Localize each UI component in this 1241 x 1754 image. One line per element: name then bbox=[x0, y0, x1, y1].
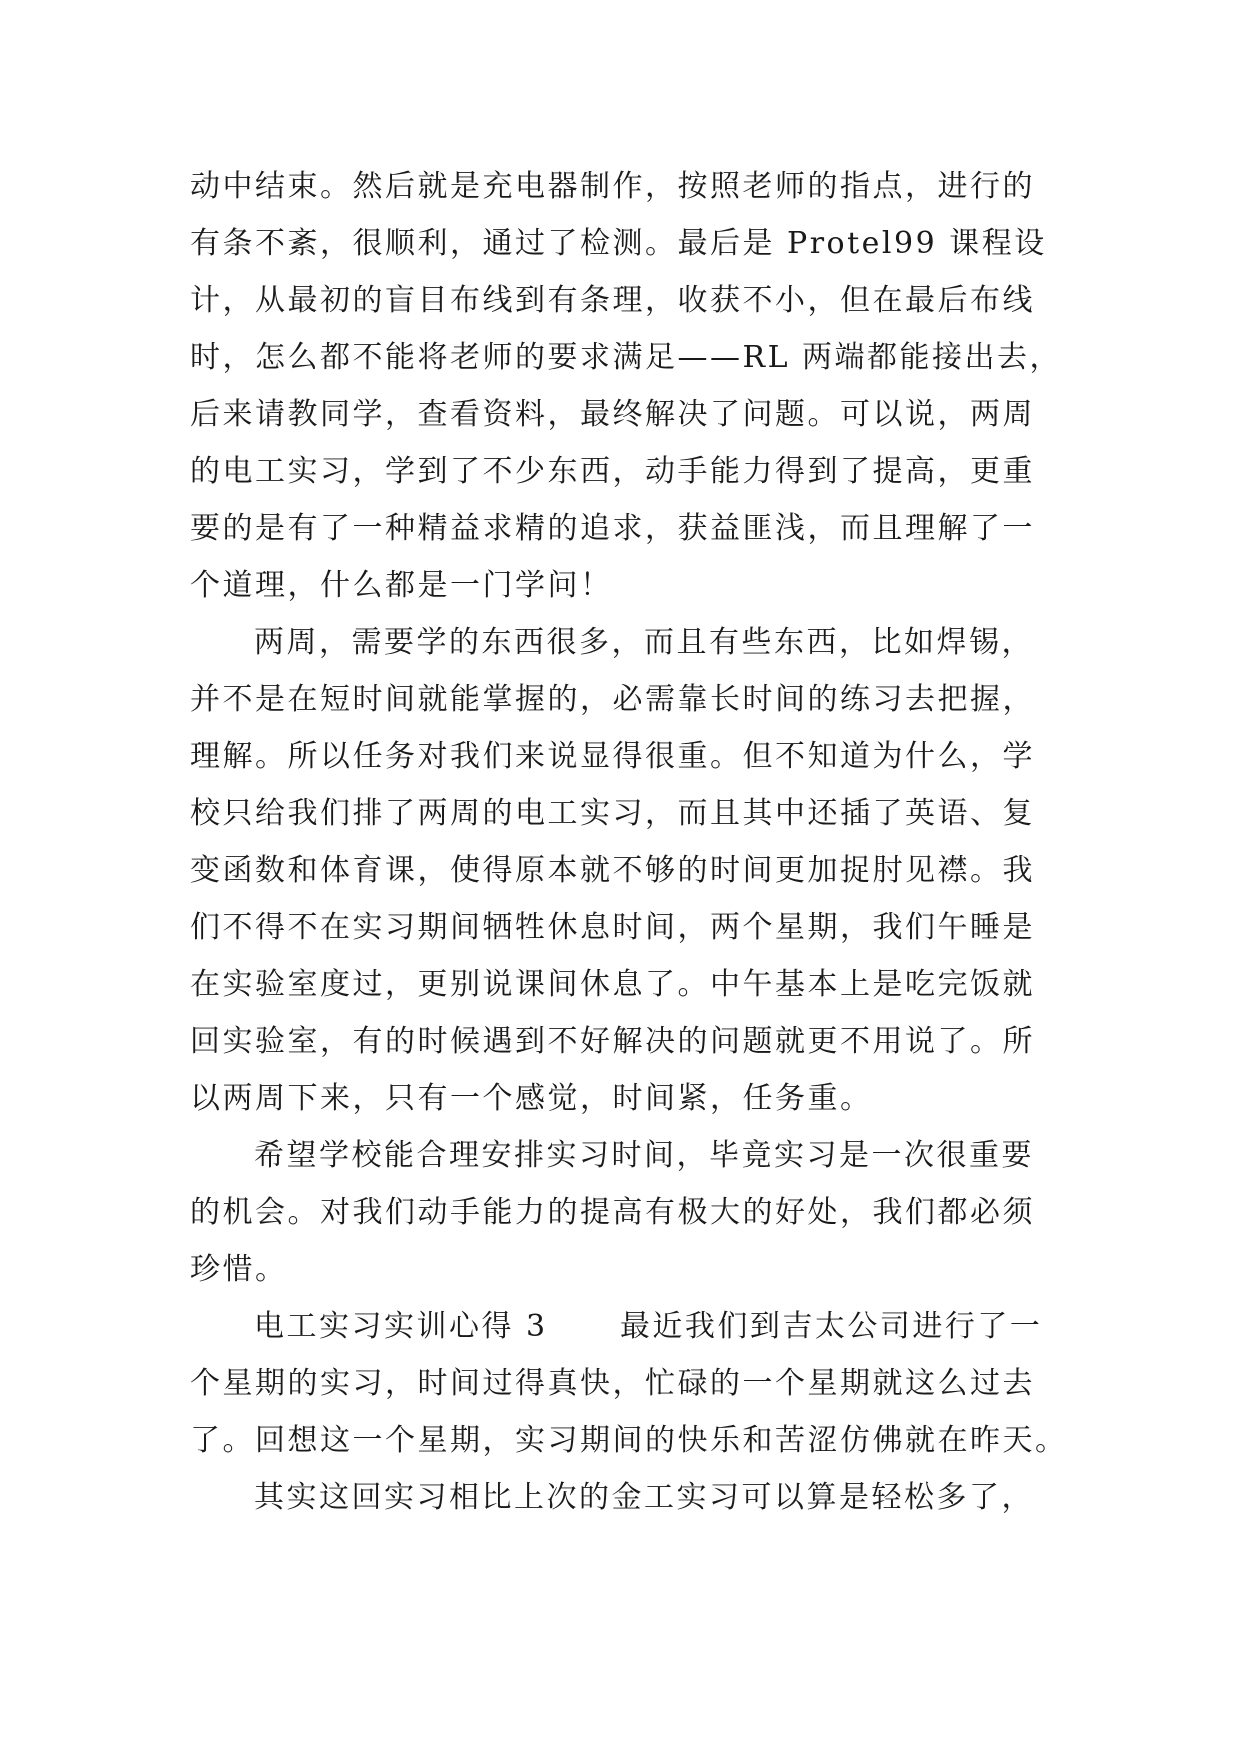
text-line: 的电工实习，学到了不少东西，动手能力得到了提高，更重 bbox=[190, 454, 1035, 489]
text-line: 珍惜。 bbox=[190, 1252, 288, 1287]
text-line: 们不得不在实习期间牺牲休息时间，两个星期，我们午睡是 bbox=[190, 910, 1035, 945]
text-line: 要的是有了一种精益求精的追求，获益匪浅，而且理解了一 bbox=[190, 511, 1035, 546]
document-body bbox=[190, 158, 1070, 1526]
text-line: 个道理，什么都是一门学问！ bbox=[190, 568, 613, 603]
paragraph-start-line: 其实这回实习相比上次的金工实习可以算是轻松多了， bbox=[254, 1480, 1034, 1515]
paragraph-start-line: 两周，需要学的东西很多，而且有些东西，比如焊锡， bbox=[254, 625, 1034, 660]
text-line: 以两周下来，只有一个感觉，时间紧，任务重。 bbox=[190, 1081, 873, 1116]
text-line: 理解。所以任务对我们来说显得很重。但不知道为什么，学 bbox=[190, 739, 1035, 774]
text-line: 个星期的实习，时间过得真快，忙碌的一个星期就这么过去 bbox=[190, 1366, 1035, 1401]
paragraph-start-line: 希望学校能合理安排实习时间，毕竟实习是一次很重要 bbox=[254, 1138, 1034, 1173]
paragraph-start-line: 电工实习实训心得 3 最近我们到吉太公司进行了一 bbox=[254, 1309, 1043, 1344]
text-line: 有条不紊，很顺利，通过了检测。最后是 Protel99 课程设 bbox=[190, 226, 1047, 261]
text-line: 的机会。对我们动手能力的提高有极大的好处，我们都必须 bbox=[190, 1195, 1035, 1230]
text-line: 动中结束。然后就是充电器制作，按照老师的指点，进行的 bbox=[190, 169, 1035, 204]
text-line: 时，怎么都不能将老师的要求满足——RL 两端都能接出去， bbox=[190, 340, 1063, 375]
text-line: 回实验室，有的时候遇到不好解决的问题就更不用说了。所 bbox=[190, 1024, 1035, 1059]
text-line: 校只给我们排了两周的电工实习，而且其中还插了英语、复 bbox=[190, 796, 1035, 831]
text-line: 在实验室度过，更别说课间休息了。中午基本上是吃完饭就 bbox=[190, 967, 1035, 1002]
text-line: 计，从最初的盲目布线到有条理，收获不小，但在最后布线 bbox=[190, 283, 1035, 318]
text-line: 变函数和体育课，使得原本就不够的时间更加捉肘见襟。我 bbox=[190, 853, 1035, 888]
text-line: 了。回想这一个星期，实习期间的快乐和苦涩仿佛就在昨天。 bbox=[190, 1423, 1068, 1458]
text-line: 后来请教同学，查看资料，最终解决了问题。可以说，两周 bbox=[190, 397, 1035, 432]
text-line: 并不是在短时间就能掌握的，必需靠长时间的练习去把握， bbox=[190, 682, 1035, 717]
